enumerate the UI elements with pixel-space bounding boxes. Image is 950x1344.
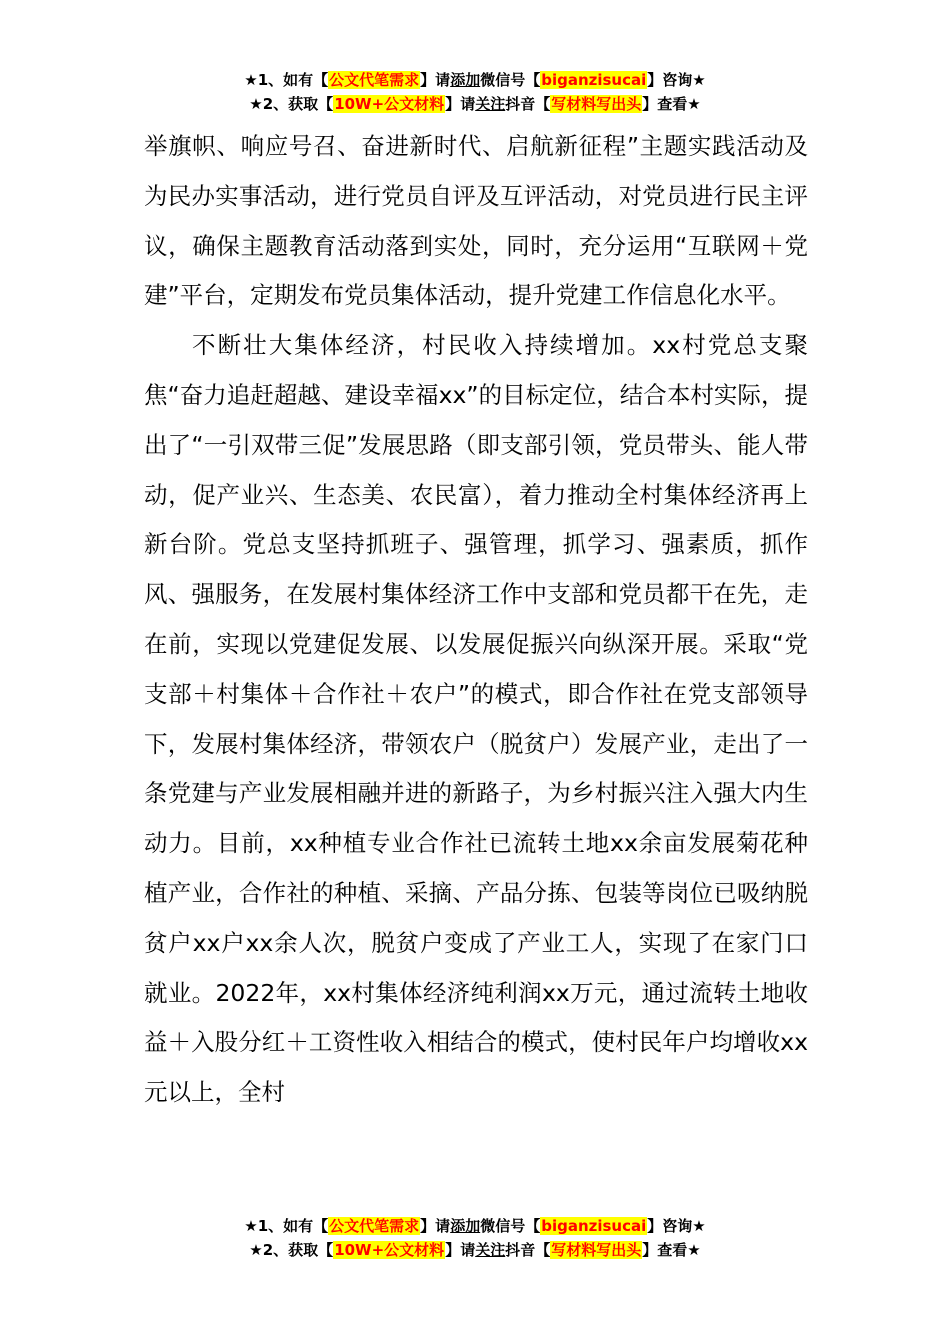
promo-text: 抖音【: [505, 1241, 551, 1259]
promo-text: 微信号【: [480, 1217, 541, 1235]
promo-underlined: 添加: [450, 71, 481, 89]
promo-underlined: 关注: [475, 95, 506, 113]
promo-underlined: 添加: [450, 1217, 481, 1235]
promo-line-1: [0, 1214, 950, 1238]
promo-line-2: [0, 92, 950, 116]
promo-douyin-id: 写材料写出头: [551, 95, 642, 113]
promo-douyin-id: 写材料写出头: [551, 1241, 642, 1259]
promo-text: 微信号【: [480, 71, 541, 89]
promo-text: 】查看★: [642, 95, 701, 113]
promo-highlight: 公文代笔需求: [329, 1217, 420, 1235]
promo-text: 】查看★: [642, 1241, 701, 1259]
promo-text: 】咨询★: [647, 1217, 706, 1235]
promo-wechat-id: biganzisucai: [541, 71, 647, 89]
document-body: [144, 122, 808, 1118]
promo-text: ★1、如有【: [244, 1217, 329, 1235]
promo-text: ★2、获取【: [249, 95, 334, 113]
promo-highlight: 10W+公文材料: [334, 95, 445, 113]
promo-text: ★2、获取【: [249, 1241, 334, 1259]
promo-text: 抖音【: [505, 95, 551, 113]
promo-line-1: [0, 68, 950, 92]
promo-text: 】请: [420, 71, 451, 89]
promo-wechat-id: biganzisucai: [541, 1217, 647, 1235]
promo-highlight: 公文代笔需求: [329, 71, 420, 89]
promo-highlight: 10W+公文材料: [334, 1241, 445, 1259]
header-promo-banner: [0, 68, 950, 116]
promo-text: 】请: [420, 1217, 451, 1235]
promo-line-2: [0, 1238, 950, 1262]
promo-text: 】请: [445, 95, 476, 113]
promo-text: ★1、如有【: [244, 71, 329, 89]
paragraph-collective-economy: 不断壮大集体经济，村民收入持续增加。xx村党总支聚焦“奋力追赶超越、建设幸福xx”的目标定位，结合本村实际，提出了“一引双带三促”发展思路（即支部引领，党员带头、能人带动，促产业兴、生态美、农民富），着力推动全村集体经济再上新台阶。党总支坚持抓班子、强管理，抓学习、强素质，抓作风、强服务，在发展村集体经济工作中支部和党员都干在先，走在前，实现以党建促发展、以发展促振兴向纵深开展。采取“党支部＋村集体＋合作社＋农户”的模式，即合作社在党支部领导下，发展村集体经济，带领农户（脱贫户）发展产业，走出了一条党建与产业发展相融并进的新路子，为乡村振兴注入强大内生动力。目前，xx种植专业合作社已流转土地xx余亩发展菊花种植产业，合作社的种植、采摘、产品分拣、包装等岗位已吸纳脱贫户xx户xx余人次，脱贫户变成了产业工人，实现了在家门口就业。2022年，xx村集体经济纯利润xx万元，通过流转土地收益＋入股分红＋工资性收入相结合的模式，使村民年户均增收xx元以上，全村: [144, 331, 808, 1107]
promo-text: 】咨询★: [647, 71, 706, 89]
footer-promo-banner: [0, 1214, 950, 1262]
promo-text: 】请: [445, 1241, 476, 1259]
paragraph-continuation: 举旗帜、响应号召、奋进新时代、启航新征程”主题实践活动及为民办实事活动，进行党员自评及互评活动，对党员进行民主评议，确保主题教育活动落到实处，同时，充分运用“互联网＋党建”平台，定期发布党员集体活动，提升党建工作信息化水平。: [144, 132, 808, 310]
promo-underlined: 关注: [475, 1241, 506, 1259]
